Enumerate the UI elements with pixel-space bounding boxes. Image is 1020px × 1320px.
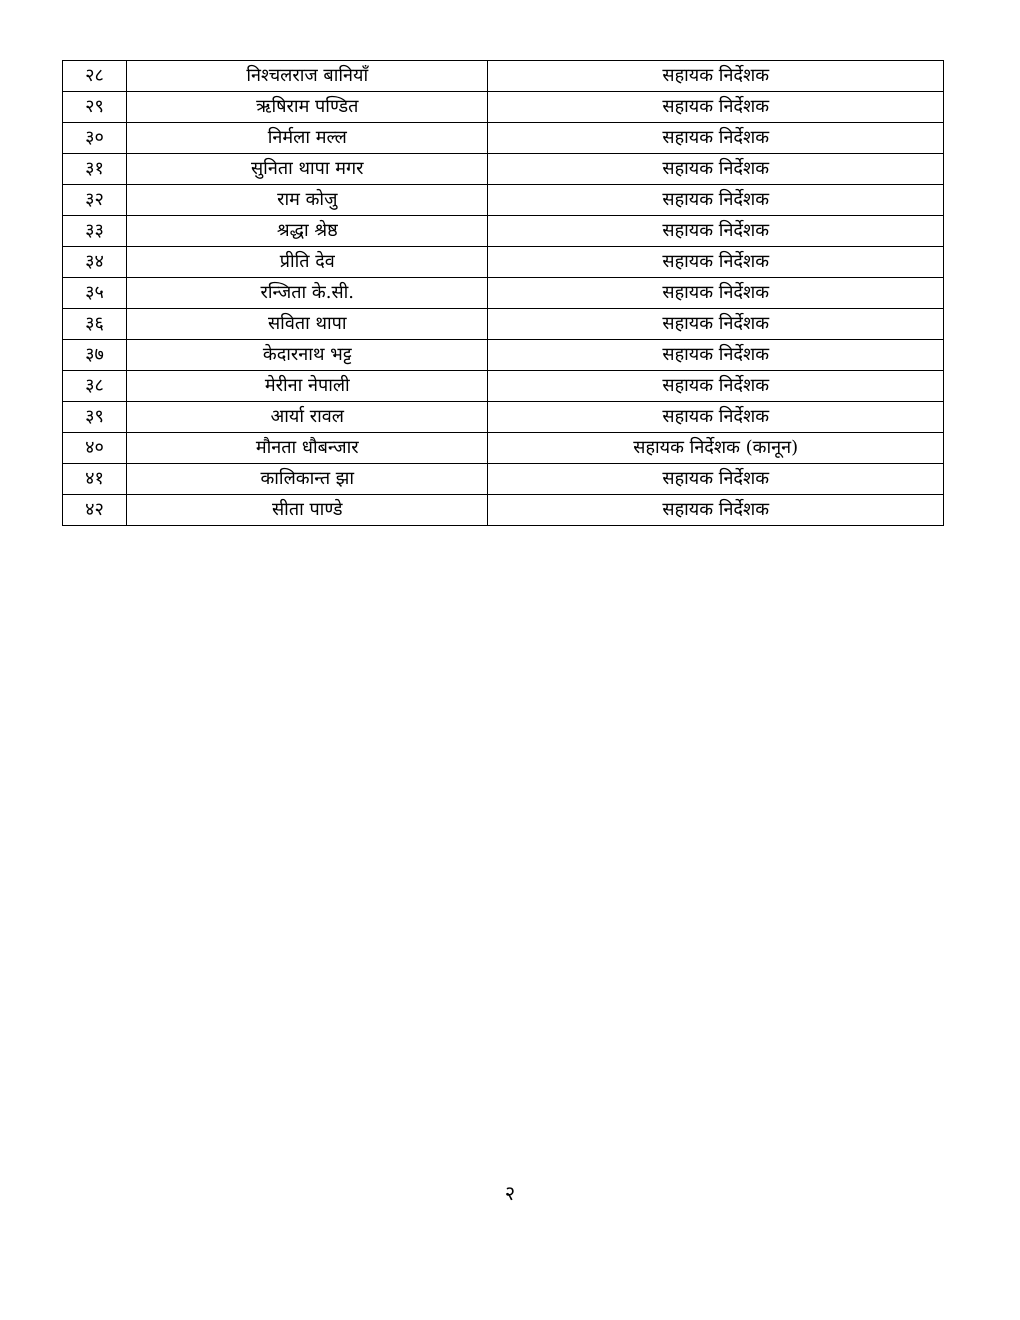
staff-table: [62, 60, 944, 526]
name-cell: निर्मला मल्ल: [127, 123, 488, 154]
table-row: [63, 185, 944, 216]
serial-number-cell: ४०: [63, 433, 127, 464]
post-cell: सहायक निर्देशक: [488, 61, 944, 92]
post-cell: सहायक निर्देशक: [488, 92, 944, 123]
post-cell: सहायक निर्देशक: [488, 123, 944, 154]
name-cell: सविता थापा: [127, 309, 488, 340]
post-cell: सहायक निर्देशक: [488, 371, 944, 402]
name-cell: ऋषिराम पण्डित: [127, 92, 488, 123]
table-row: [63, 464, 944, 495]
serial-number-cell: ४२: [63, 495, 127, 526]
table-row: [63, 92, 944, 123]
serial-number-cell: ३४: [63, 247, 127, 278]
name-cell: कालिकान्त झा: [127, 464, 488, 495]
serial-number-cell: ३३: [63, 216, 127, 247]
serial-number-cell: ३१: [63, 154, 127, 185]
name-cell: राम कोजु: [127, 185, 488, 216]
table-row: [63, 371, 944, 402]
name-cell: प्रीति देव: [127, 247, 488, 278]
table-row: [63, 495, 944, 526]
post-cell: सहायक निर्देशक (कानून): [488, 433, 944, 464]
serial-number-cell: २८: [63, 61, 127, 92]
serial-number-cell: ३०: [63, 123, 127, 154]
table-row: [63, 309, 944, 340]
name-cell: सुनिता थापा मगर: [127, 154, 488, 185]
post-cell: सहायक निर्देशक: [488, 216, 944, 247]
serial-number-cell: ३८: [63, 371, 127, 402]
table-row: [63, 340, 944, 371]
table-row: [63, 433, 944, 464]
table-row: [63, 402, 944, 433]
table-row: [63, 61, 944, 92]
table-row: [63, 216, 944, 247]
name-cell: मौनता धौबन्जार: [127, 433, 488, 464]
post-cell: सहायक निर्देशक: [488, 402, 944, 433]
post-cell: सहायक निर्देशक: [488, 278, 944, 309]
name-cell: सीता पाण्डे: [127, 495, 488, 526]
post-cell: सहायक निर्देशक: [488, 464, 944, 495]
name-cell: श्रद्धा श्रेष्ठ: [127, 216, 488, 247]
serial-number-cell: ३२: [63, 185, 127, 216]
table-row: [63, 247, 944, 278]
name-cell: आर्या रावल: [127, 402, 488, 433]
serial-number-cell: २९: [63, 92, 127, 123]
post-cell: सहायक निर्देशक: [488, 309, 944, 340]
table-row: [63, 123, 944, 154]
name-cell: निश्चलराज बानियाँ: [127, 61, 488, 92]
post-cell: सहायक निर्देशक: [488, 185, 944, 216]
table-row: [63, 154, 944, 185]
serial-number-cell: ३६: [63, 309, 127, 340]
name-cell: केदारनाथ भट्ट: [127, 340, 488, 371]
page-number: २: [504, 1181, 516, 1205]
table-row: [63, 278, 944, 309]
serial-number-cell: ३५: [63, 278, 127, 309]
staff-table-body: [63, 61, 944, 526]
post-cell: सहायक निर्देशक: [488, 247, 944, 278]
post-cell: सहायक निर्देशक: [488, 495, 944, 526]
serial-number-cell: ३७: [63, 340, 127, 371]
name-cell: रन्जिता के.सी.: [127, 278, 488, 309]
serial-number-cell: ३९: [63, 402, 127, 433]
post-cell: सहायक निर्देशक: [488, 340, 944, 371]
serial-number-cell: ४१: [63, 464, 127, 495]
post-cell: सहायक निर्देशक: [488, 154, 944, 185]
name-cell: मेरीना नेपाली: [127, 371, 488, 402]
